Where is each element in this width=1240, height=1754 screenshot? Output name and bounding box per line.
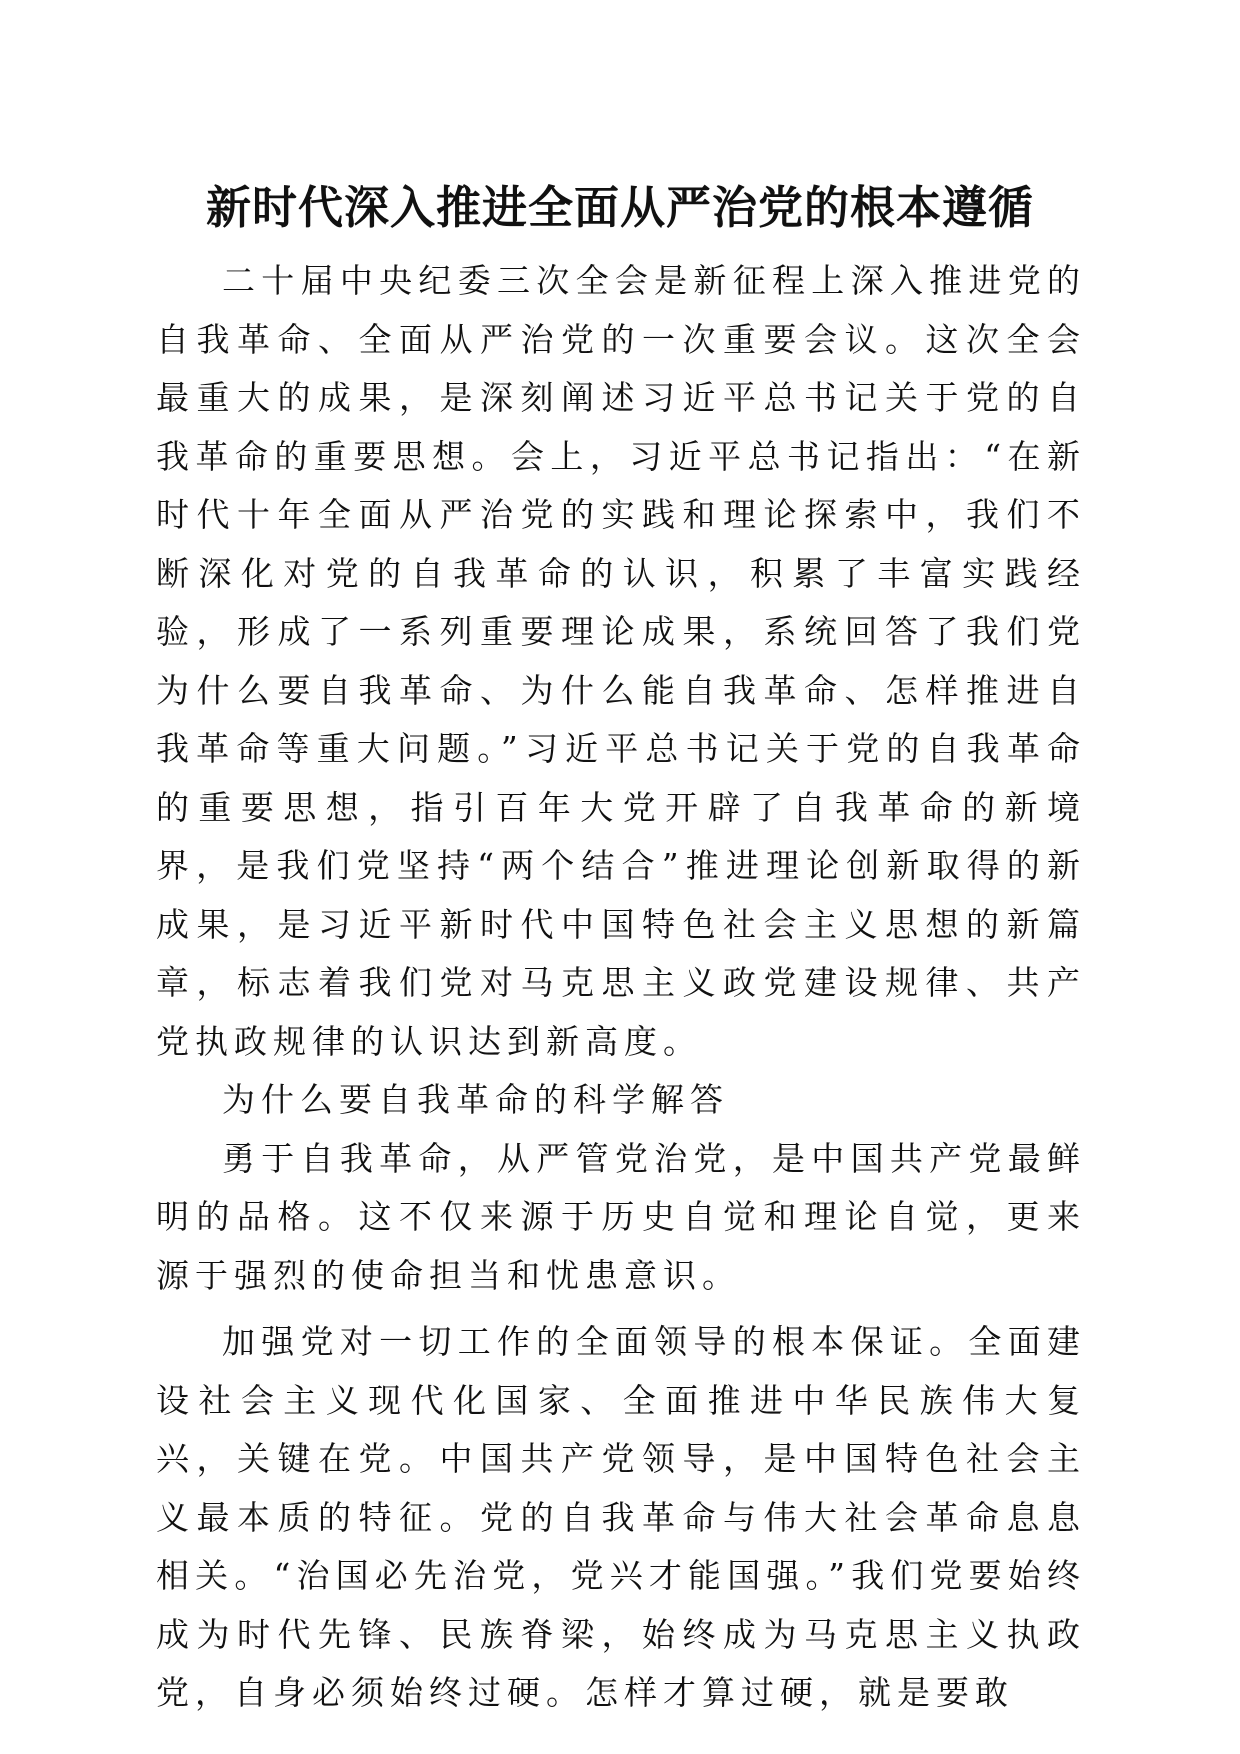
paragraph-leadership: 加强党对一切工作的全面领导的根本保证。全面建设社会主义现代化国家、全面推进中华民族伟大复兴，关键在党。中国共产党领导，是中国特色社会主义最本质的特征。党的自我革命与伟大社会革命息息相关。“治国必先治党，党兴才能国强。”我们党要始终成为时代先锋、民族脊梁，始终成为马克思主义执政党，自身必须始终过硬。怎样才算过硬，就是要敢 [156,1322,1086,1712]
document-body [156,252,1086,1723]
paragraph-character: 勇于自我革命，从严管党治党，是中国共产党最鲜明的品格。这不仅来源于历史自觉和理论自觉，更来源于强烈的使命担当和忧患意识。 [156,1138,1086,1295]
document-title: 新时代深入推进全面从严治党的根本遵循 [205,181,1034,234]
paragraph-intro: 二十届中央纪委三次全会是新征程上深入推进党的自我革命、全面从严治党的一次重要会议。这次全会最重大的成果，是深刻阐述习近平总书记关于党的自我革命的重要思想。会上，习近平总书记指出：“在新时代十年全面从严治党的实践和理论探索中，我们不断深化对党的自我革命的认识，积累了丰富实践经验，形成了一系列重要理论成果，系统回答了我们党为什么要自我革命、为什么能自我革命、怎样推进自我革命等重大问题。”习近平总书记关于党的自我革命的重要思想，指引百年大党开辟了自我革命的新境界，是我们党坚持“两个结合”推进理论创新取得的新成果，是习近平新时代中国特色社会主义思想的新篇章，标志着我们党对马克思主义政党建设规律、共产党执政规律的认识达到新高度。 [156,261,1086,1061]
section-heading: 为什么要自我革命的科学解答 [222,1080,729,1119]
